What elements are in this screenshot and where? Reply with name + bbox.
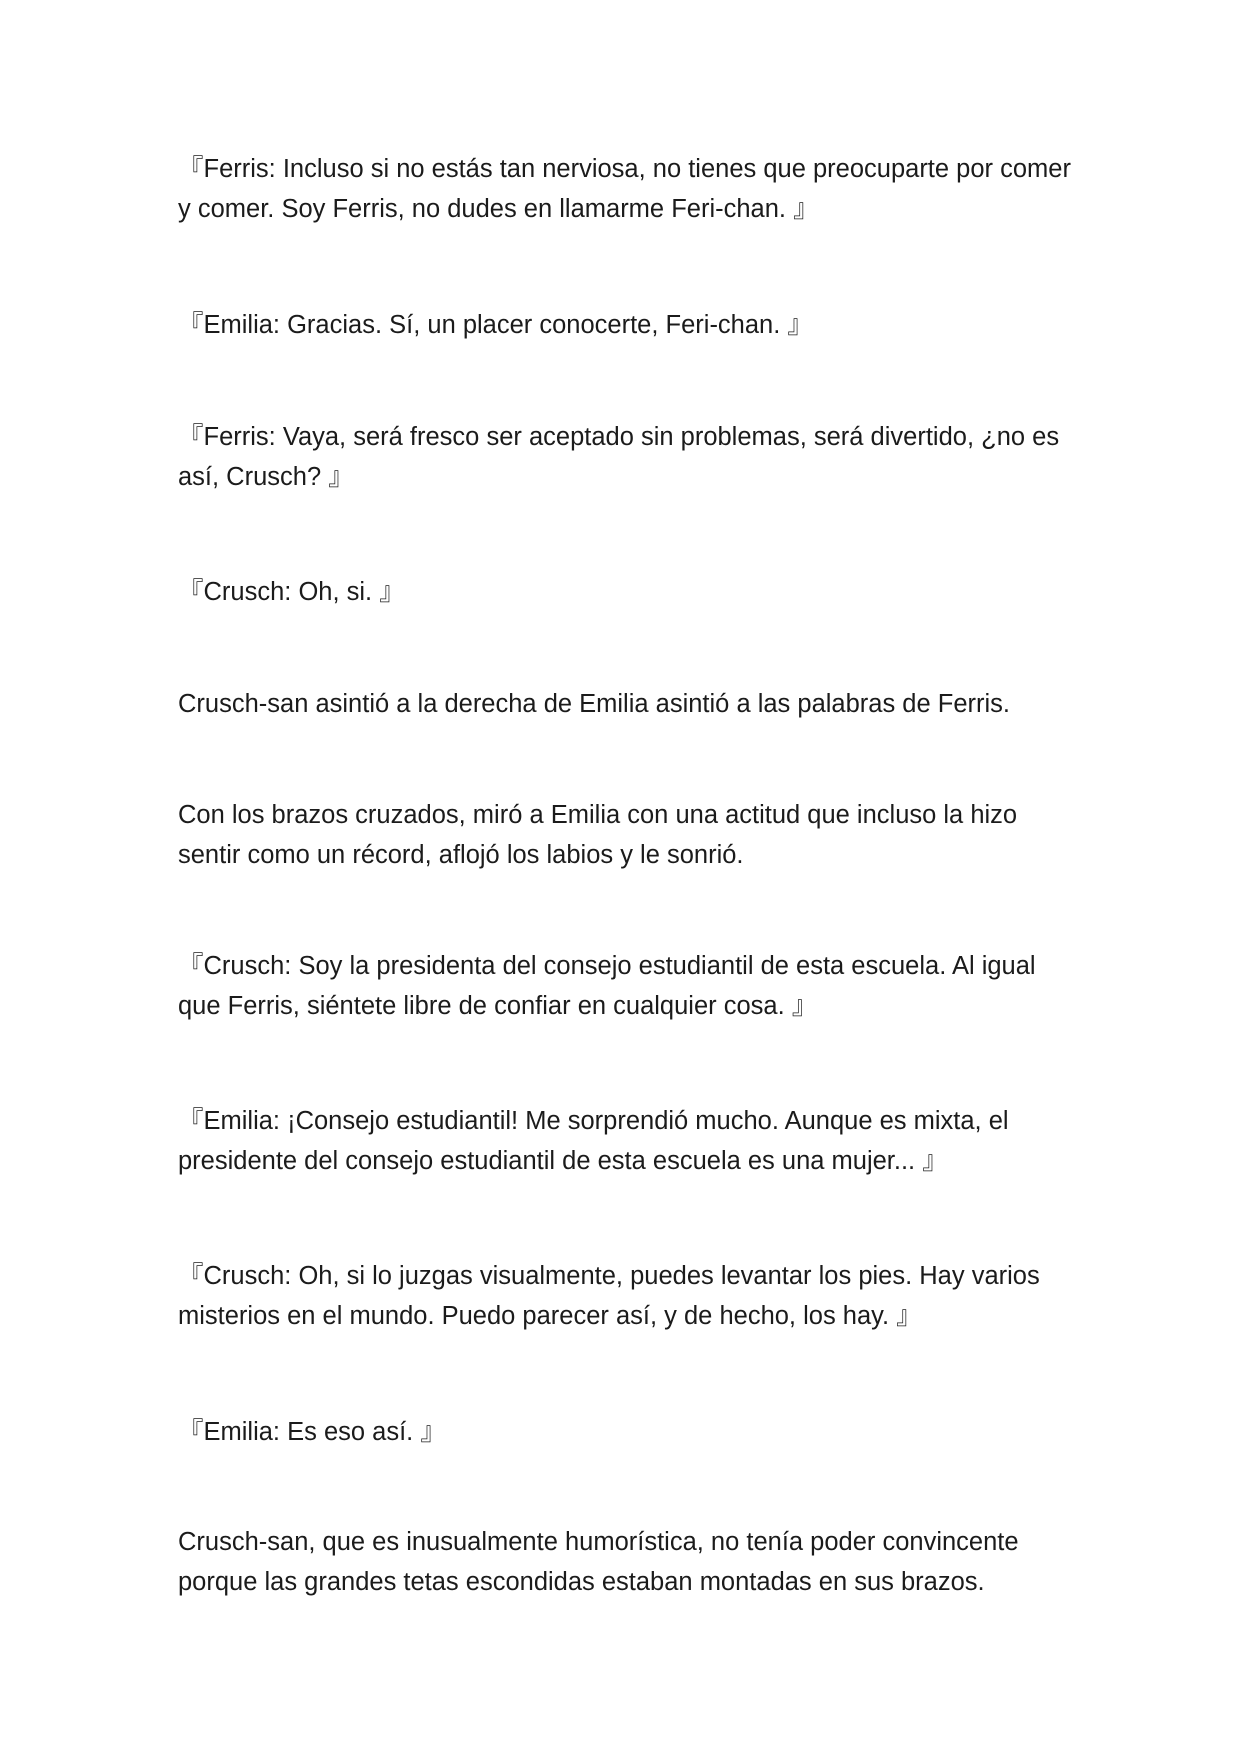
dialogue-paragraph-crusch: 『Crusch: Oh, si lo juzgas visualmente, puedes levantar los pies. Hay varios misterios en el mundo. Puedo parecer así, y de hecho, los hay. 』 [178, 1262, 1040, 1330]
dialogue-paragraph-emilia: 『Emilia: ¡Consejo estudiantil! Me sorprendió mucho. Aunque es mixta, el presidente del consejo estudiantil de esta escuela es una mujer... 』 [178, 1107, 1009, 1175]
dialogue-paragraph-crusch: 『Crusch: Soy la presidenta del consejo estudiantil de esta escuela. Al igual que Ferris, siéntete libre de confiar en cualquier cosa. 』 [178, 952, 1036, 1020]
dialogue-paragraph-crusch: 『Crusch: Oh, si. 』 [178, 578, 405, 606]
dialogue-paragraph-ferris: 『Ferris: Vaya, será fresco ser aceptado sin problemas, será divertido, ¿no es así, Crusch? 』 [178, 423, 1060, 491]
dialogue-paragraph-emilia: 『Emilia: Es eso así. 』 [178, 1418, 446, 1446]
narration-paragraph: Con los brazos cruzados, miró a Emilia con una actitud que incluso la hizo sentir como un récord, aflojó los labios y le sonrió. [178, 801, 1018, 869]
narration-paragraph: Crusch-san, que es inusualmente humorística, no tenía poder convincente porque las grandes tetas escondidas estaban montadas en sus brazos. [178, 1528, 1019, 1596]
narration-paragraph: Crusch-san asintió a la derecha de Emilia asintió a las palabras de Ferris. [178, 690, 1010, 718]
dialogue-paragraph-emilia: 『Emilia: Gracias. Sí, un placer conocerte, Feri-chan. 』 [178, 311, 813, 339]
dialogue-paragraph-ferris: 『Ferris: Incluso si no estás tan nerviosa, no tienes que preocuparte por comer y comer. Soy Ferris, no dudes en llamarme Feri-chan. 』 [178, 155, 1071, 223]
